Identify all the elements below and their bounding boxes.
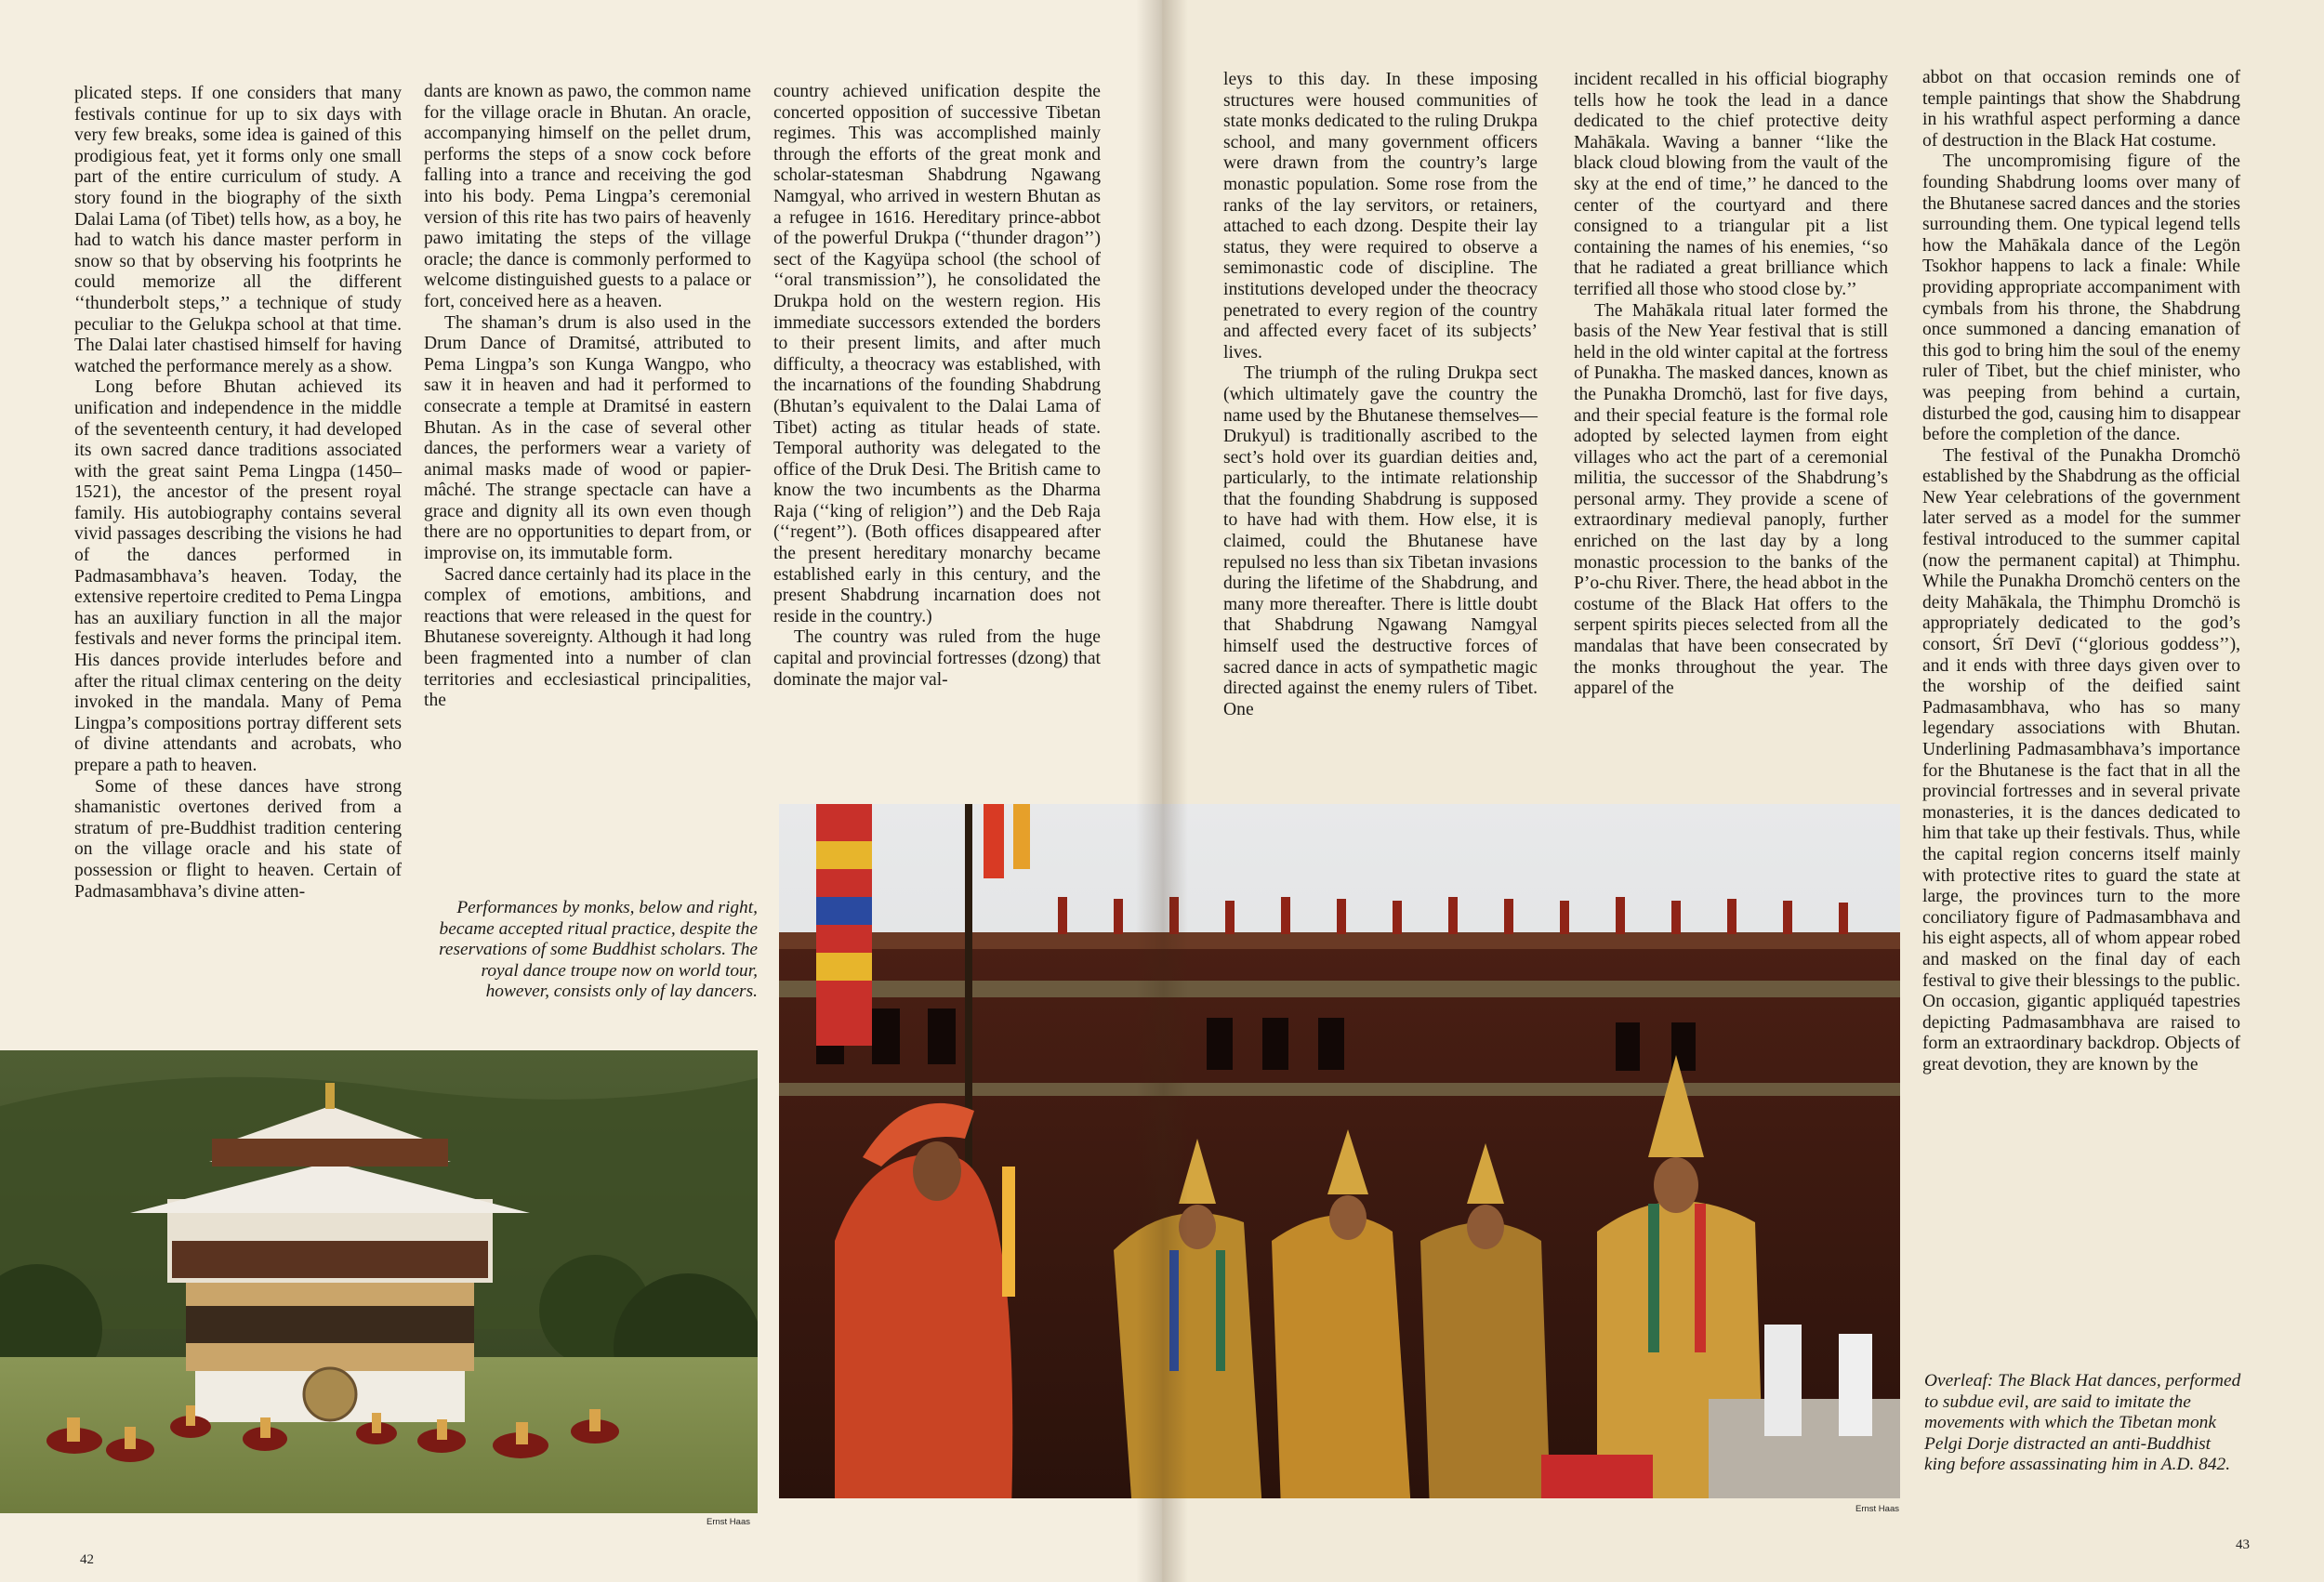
dance-courtyard-photo [0,1050,758,1513]
right-photo-credit: Ernst Haas [1855,1504,1899,1514]
paragraph: leys to this day. In these imposing structures were housed communities of state monks dedicated to the ruling Drukpa school, and many government officers were drawn from the country’s large monastic population. Some rose from the ranks of the lay servitors, or retainers, attached to each dzong. Despite their lay status, they were required to observe a semimonastic code of discipline. The institutions developed under the theocracy penetrated to every region of the country and affected every facet of its subjects’ lives. [1223,70,1538,363]
paragraph: Long before Bhutan achieved its unification and independence in the middle of the seventeenth century, it had developed its own sacred dance traditions associated with the great saint Pema Lingpa (1450–1521), the ancestor of the present royal family. His autobiography contains several vivid passages describing the visions he had of the dances performed in Padmasambhava’s heaven. Today, the extensive repertoire credited to Pema Lingpa has an auxiliary function in all the major festivals and never forms the principal item. His dances provide interludes before and after the ritual climax centering on the deity invoked in the mandala. Many of Pema Lingpa’s compositions portray different sets of divine attendants and acrobats, who prepare a path to heaven. [74,377,402,775]
paragraph: The uncompromising figure of the founding Shabdrung looms over many of the Bhutanese sacred dances and the stories surrounding them. One typical legend tells how the Mahākala dance of the Legön Tsokhor happens to lack a finale: While providing appropriate accompaniment with cymbals from his throne, the Shabdrung once summoned a dancing emanation of this god to bring him the soul of the enemy ruler of Tibet, but the chief minister, who was peeping from behind a curtain, disturbed the god, causing him to disappear before the completion of the dance. [1922,152,2240,445]
paragraph: Sacred dance certainly had its place in the complex of emotions, ambitions, and reactions that were released in the quest for Bhutanese sovereignty. Although it had long been fragmented into a number of clan territories and ecclesiastical principalities, the [424,564,751,711]
right-text-column-3 [1922,68,2240,1076]
masked-dancers-photo-image [779,804,1900,1498]
paragraph: country achieved unification despite the concerted opposition of successive Tibetan regimes. This was accomplished mainly through the efforts of the great monk and scholar-statesman Shabdrung Ngawang Namgyal, who arrived in western Bhutan as a refugee in 1616. Hereditary prince-abbot of the powerful Drukpa (‘‘thunder dragon’’) sect of the Kagyüpa school (the school of ‘‘oral transmission’’), he consolidated the Drukpa hold on the western region. His immediate successors extended the borders to their present limits, and after much difficulty, a theocracy was established, with the incarnations of the founding Shabdrung (Bhutan’s equivalent to the Dalai Lama of Tibet) acting as titular heads of state. Temporal authority was delegated to the office of the Druk Desi. The British came to know the two incumbents as the Dharma Raja (‘‘king of religion’’) and the Deb Raja (‘‘regent’’). (Both offices disappeared after the present hereditary monarchy became established early in this century, and the present Shabdrung incarnation does not reside in the country.) [773,82,1101,626]
right-text-column-1 [1223,70,1538,720]
left-text-column-3 [773,82,1101,691]
right-page-number: 43 [2236,1537,2250,1552]
left-photo-caption: Performances by monks, below and right, became accepted ritual practice, despite the reservations of some Buddhist scholars. The royal dance troupe now on world tour, however, consists only of lay dancers. [439,898,758,1001]
right-text-column-2 [1574,70,1888,700]
paragraph: The festival of the Punakha Dromchö established by the Shabdrung as the official New Year celebrations of the government later served as a model for the summer festival introduced to the summer capital (now the permanent capital) at Thimphu. While the Punakha Dromchö centers on the deity Mahākala, the Thimphu Dromchö is appropriately dedicated to the god’s consort, Śrī Devī (‘‘glorious goddess’’), and it ends with three days given over to the worship of the deified saint Padmasambhava, who has so many legendary associations with Bhutan. Underlining Padmasambhava’s importance for the Bhutanese is the fact that in all the provincial fortresses and in several private monasteries, it is the dances dedicated to him that take up their festivals. Thus, while the capital region concerns itself mainly with protective rites to guard the state at large, the provinces turn to the more conciliatory figure of Padmasambhava and his eight aspects, all of whom appear robed and masked on the final day of each festival to give their blessings to the public. On occasion, gigantic appliquéd tapestries depicting Padmasambhava are raised to form an extraordinary backdrop. Objects of great devotion, they are known by the [1922,445,2240,1074]
left-photo-credit: Ernst Haas [706,1517,750,1527]
left-text-column-2 [424,82,751,712]
paragraph: abbot on that occasion reminds one of temple paintings that show the Shabdrung in his wrathful aspect performing a dance of destruction in the Black Hat costume. [1922,68,2240,151]
dance-courtyard-photo-image [0,1050,758,1513]
left-text-column-1 [74,84,402,903]
paragraph: Some of these dances have strong shamanistic overtones derived from a stratum of pre-Buddhist tradition centering on the village oracle and his state of possession or flight to heaven. Certain of Padmasambhava’s divine atten- [74,776,402,902]
paragraph: The triumph of the ruling Drukpa sect (which ultimately gave the country the name used by the Bhutanese themselves—Drukyul) is traditionally ascribed to the sect’s hold over its guardian deities and, particularly, to the intimate relationship that the founding Shabdrung is supposed to have had with them. How else, it is claimed, could the Bhutanese have repulsed no less than six Tibetan invasions during the lifetime of the Shabdrung, and many more thereafter. There is little doubt that Shabdrung Ngawang Namgyal himself used the destructive forces of sacred dance in acts of sympathetic magic directed against the enemy rulers of Tibet. One [1223,363,1538,719]
paragraph: plicated steps. If one considers that many festivals continue for up to six days with very few breaks, some idea is gained of this prodigious feat, yet it forms only one small part of the entire curriculum of study. A story found in the biography of the sixth Dalai Lama (of Tibet) tells how, as a boy, he had to watch his dance master perform in snow so that by observing his footprints he could memorize all the different ‘‘thunderbolt steps,’’ a technique of study peculiar to the Gelukpa school at that time. The Dalai later chastised himself for having watched the performance merely as a show. [74,84,402,376]
left-page-number: 42 [80,1552,94,1567]
paragraph: incident recalled in his official biography tells how he took the lead in a dance dedicated to the chief protective deity Mahākala. Waving a banner ‘‘like the black cloud blowing from the vault of the sky at the end of time,’’ he danced to the center of the courtyard and there consigned to a triangular pit a list containing the names of his enemies, ‘‘so that he radiated a great brilliance which terrified all those who stood close by.’’ [1574,70,1888,299]
right-photo-caption: Overleaf: The Black Hat dances, performed to subdue evil, are said to imitate the movements with which the Tibetan monk Pelgi Dorje distracted an anti-Buddhist king before assassinating him in A.D. 842. [1924,1371,2241,1474]
paragraph: dants are known as pawo, the common name for the village oracle in Bhutan. An oracle, accompanying himself on the pellet drum, performs the steps of a snow cock before falling into a trance and receiving the god into his body. Pema Lingpa’s ceremonial version of this rite has two pairs of heavenly pawo imitating the steps of the village oracle; the dance is commonly performed to welcome distinguished guests to a palace or fort, conceived here as a heaven. [424,82,751,311]
paragraph: The shaman’s drum is also used in the Drum Dance of Dramitsé, attributed to Pema Lingpa’s son Kunga Wangpo, who saw it in heaven and had it performed to consecrate a temple at Dramitsé in eastern Bhutan. As in the case of several other dances, the performers wear a variety of animal masks made of wood or papier-mâché. The strange spectacle can have a grace and dignity all its own even though there are no opportunities to depart from, or improvise on, its immutable form. [424,312,751,564]
paragraph: The country was ruled from the huge capital and provincial fortresses (dzong) that dominate the major val- [773,627,1101,690]
masked-dancers-spread-photo [779,804,1900,1498]
paragraph: The Mahākala ritual later formed the basis of the New Year festival that is still held in the old winter capital at the fortress of Punakha. The masked dances, known as the Punakha Dromchö, last for five days, and their special feature is the formal role adopted by selected laymen from eight villages who act the part of a ceremonial militia, the successor of the Shabdrung’s personal army. They provide a scene of extraordinary medieval panoply, further enriched on the last day by a long monastic procession to the banks of the P’o-chu River. There, the head abbot in the costume of the Black Hat offers to the serpent spirits pieces selected from all the mandalas that have been consecrated by the monks throughout the year. The apparel of the [1574,300,1888,699]
